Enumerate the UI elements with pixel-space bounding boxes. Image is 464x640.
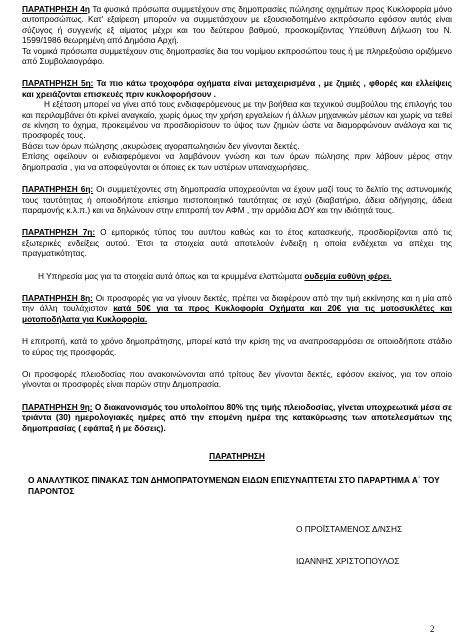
- remark-7-text: Ο εμπορικός τύπος του αυτ/του καθώς και το έτος κατασκευής, προσδιορίζονται από τις εξωτερικές ενδείξεις αυτού. Έτσι τα στοιχεία αυτά αποτελούν ένδειξη η οποία ενδέχεται να απέχει της πραγματικότητας.: [22, 227, 452, 259]
- paragraph-remark-5: [22, 78, 452, 99]
- paragraph-remark-9: [22, 402, 452, 433]
- paragraph-remark-7: [22, 227, 452, 258]
- paragraph-liability: [22, 271, 452, 281]
- signature-role: Ο ΠΡΟΪΣΤΑΜΕΝΟΣ Δ/ΝΣΗΣ: [296, 524, 403, 534]
- paragraph-legal-entities: Τα νομικά πρόσωπα συμμετέχουν στις δημοπρασίες δια του νομίμου εκπροσώπου τους ή με πληρεξούσιο οριζόμενο από Συμβολαιογράφο.: [22, 45, 452, 67]
- document-body: [22, 4, 452, 496]
- paragraph-inspection: Η εξέταση μπορεί να γίνει από τους ενδιαφερόμενους με την βοήθεια και τεχνικού συμβούλου της επιλογής του και περιλαμβάνει ότι κρίνεί αναγκαίο, χωρίς όμως την χρήση εργαλείων ή άλλων μηχανικών μέσων και χωρίς να τεθεί σε κίνηση το όχημα, προκειμένου να προσδιορίσουν το ύψος των ζημιών ώστε να διαμορφώνουν ανάλογα και τις προσφορές τους.: [22, 99, 452, 141]
- paragraph-terms: Επίσης οφείλουν οι ενδιαφερόμενοι να λαμβάνουν γνώση και των όρων πώλησης πριν λάβουν μέρος στην δημοπρασία , για να αποφεύγονται οι όποιες εκ των υστέρων υπαναχωρήσεις.: [22, 151, 452, 172]
- remark-9-text: Ο διακανονισμός του υπολοίπου 80% της τιμής πλειοδοσίας, γίνεται υποχρεωτικά μέσα σε τριάντα (30) ημερολογιακές ημέρες από την επομένη ημέρα της κατακύρωσης των αποτελεσμάτων της δημοπρασίας ( εφάπαξ ή με δόσεις).: [22, 401, 452, 433]
- paragraph-committee: Η επιτροπή, κατά το χρόνο δημοπράτησης, μπορεί κατά την κρίση της να αναπροσαρμόσει σε οποιοδήποτε στάδιο το εύρος της προσφοράς.: [22, 336, 452, 357]
- remark-7-label: ΠΑΡΑΤΗΡΗΣΗ 7η:: [22, 227, 96, 238]
- liability-underlined: ουδεμία ευθύνη φέρει.: [304, 270, 392, 281]
- remark-5-text: Τα πιο κάτω τροχοφόρα οχήματα είναι μεταχειρισμένα , με ζημιές , φθορές και ελλείψεις και χρειάζονται επισκευές πριν κυκλοφορήσουν .: [22, 78, 452, 99]
- paragraph-remark-6: [22, 184, 452, 215]
- paragraph-cancellations: Βάσει των όρων πώλησης ,ακυρώσεις αγοραπωλησιών δεν γίνονται δεκτές.: [22, 140, 300, 151]
- page-number: 2: [430, 624, 435, 634]
- remark-9-label: ΠΑΡΑΤΗΡΗΣΗ 9η:: [22, 401, 93, 412]
- note-text: Ο ΑΝΑΛΥΤΙΚΟΣ ΠΙΝΑΚΑΣ ΤΩΝ ΔΗΜΟΠΡΑΤΟΥΜΕΝΩΝ ΕΙΔΩΝ ΕΠΙΣΥΝΑΠΤΕΤΑΙ ΣΤΟ ΠΑΡΑΡΤΗΜΑ Α΄ ΤΟΥ ΠΑΡΟΝΤΟΣ: [28, 475, 440, 496]
- paragraph-remark-4: [22, 4, 452, 46]
- remark-5-label: ΠΑΡΑΤΗΡΗΣΗ 5η:: [22, 78, 94, 89]
- remark-8-text: Οι προσφορές για να γίνουν δεκτές, πρέπει να διαφέρουν από την τιμή εκκίνησης και η μία από την άλλη τουλάχιστον: [22, 292, 452, 314]
- remark-4-text: Τα φυσικά πρόσωπα συμμετέχουν στις δημοπρασίες πώλησης οχημάτων προς Κυκλοφορία μόνο αυτοπροσώπως. Κατ' εξαίρεση μπορούν να συμμετάσχουν με εξουσιοδοτημένο εκπρόσωπο εφόσον αυτός είναι σύζυγος ή συγγενής εξ αίματος μέχρι και του δεύτερου βαθμού, προσκομίζοντας Υπεύθυνη Δήλωση του Ν. 1599/1986 θεωρημένη από Δημόσια Αρχή.: [22, 4, 452, 46]
- liability-text: Η Υπηρεσία μας για τα στοιχεία αυτά όπως και τα κρυμμένα ελαττώματα: [38, 270, 305, 281]
- paragraph-third-party-bids: Οι προσφορές πλειοδοσίας που ανακοινώνονται από τρίτους δεν γίνονται δεκτές, εφόσον εκείνος, για τον οποίο γίνονται οι προσφορές είναι παρών στην Δημοπρασία.: [22, 368, 452, 390]
- remark-8-label: ΠΑΡΑΤΗΡΗΣΗ 8η:: [22, 292, 93, 303]
- paragraph-remark-8: [22, 293, 452, 324]
- remark-8-underlined: κατά 50€ για τα προς Κυκλοφορία Οχήματα και 20€ για τις μοτοσυκλέτες και μοτοποδήλατα για Κυκλοφορία.: [22, 303, 452, 324]
- note-title: ΠΑΡΑΤΗΡΗΣΗ: [209, 451, 265, 461]
- remark-6-text: Οι συμμετέχοντες στη δημοπρασία υποχρεούνται να έχουν μαζί τους το δελτίο της αστυνομικής τους ταυτότητας ή οποιοδήποτε επίσημο πιστοποιητικό ταυτότητας σε ισχύ (διαβατήριο, άδεια οδήγησης, άδεια παραμονής κ.λ.π.) και να δηλώνουν στην επιτροπή τον ΑΦΜ , την αρμόδια ΔΟΥ και την ιδιότητά τους.: [22, 184, 453, 215]
- remark-6-label: ΠΑΡΑΤΗΡΗΣΗ 6η:: [22, 184, 94, 195]
- signature-name: ΙΩΑΝΝΗΣ ΧΡΙΣΤΟΠΟΥΛΟΣ: [296, 556, 400, 566]
- remark-4-label: ΠΑΡΑΤΗΡΗΣΗ 4η: [22, 4, 90, 14]
